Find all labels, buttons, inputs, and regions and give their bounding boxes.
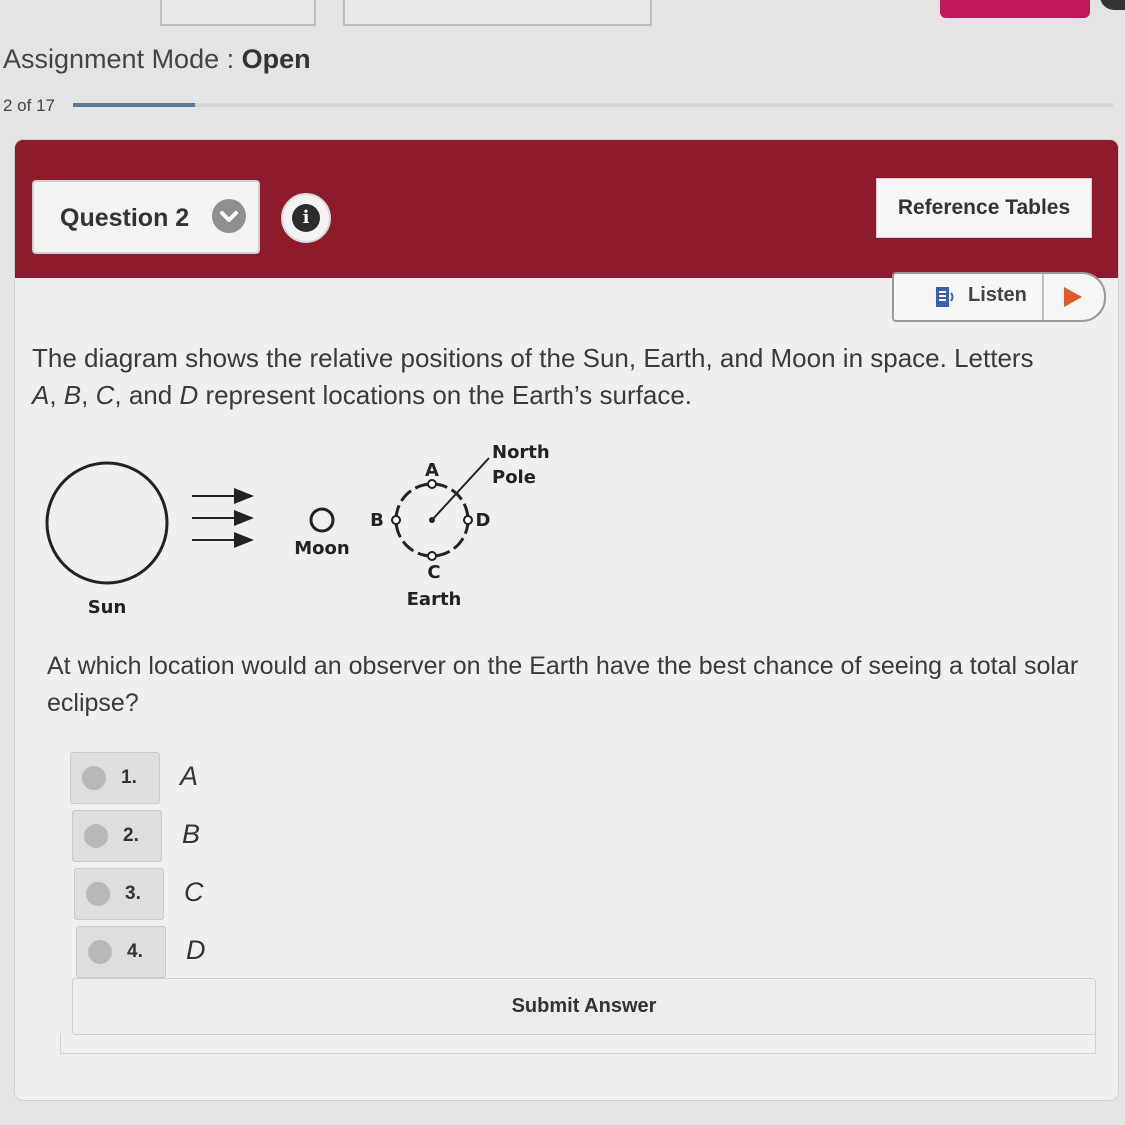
- speaker-icon: [934, 286, 958, 308]
- question-selector[interactable]: [32, 180, 260, 254]
- earth-label: Earth: [406, 589, 462, 610]
- pole-label: Pole: [492, 467, 536, 488]
- answer-choice[interactable]: [76, 926, 376, 978]
- submit-answer-button[interactable]: Submit Answer: [72, 978, 1096, 1035]
- question-header: [15, 140, 1118, 278]
- listen-divider: [1042, 274, 1044, 320]
- location-a-label: A: [425, 460, 439, 481]
- choice-number-box[interactable]: [70, 752, 160, 804]
- location-d-label: D: [475, 510, 491, 531]
- top-tab[interactable]: [160, 0, 316, 26]
- moon-circle: [311, 509, 333, 531]
- location-b-label: B: [370, 510, 384, 531]
- answer-choice[interactable]: [74, 868, 374, 920]
- top-action-button[interactable]: [940, 0, 1090, 18]
- choice-number: 4.: [127, 941, 143, 962]
- sun-label: Sun: [87, 597, 127, 618]
- moon-label: Moon: [294, 538, 350, 559]
- radio-button[interactable]: [86, 882, 110, 906]
- answer-choice[interactable]: [72, 810, 372, 862]
- radio-button[interactable]: [84, 824, 108, 848]
- radio-button[interactable]: [82, 766, 106, 790]
- listen-label: Listen: [968, 284, 1027, 306]
- stem-letter-c: C: [95, 380, 115, 410]
- progress-text: 2 of 17: [3, 96, 55, 115]
- top-tab[interactable]: [343, 0, 652, 26]
- sun-circle: [47, 463, 167, 583]
- question-label: Question 2: [60, 204, 190, 232]
- progress-bar: [73, 103, 1113, 107]
- top-corner-element: [1100, 0, 1125, 10]
- top-navigation-bar: [0, 0, 1125, 28]
- progress-bar-fill: [73, 103, 195, 107]
- answer-choice[interactable]: [70, 752, 370, 804]
- play-icon[interactable]: [1064, 287, 1082, 307]
- chevron-down-icon[interactable]: [212, 199, 246, 233]
- choice-value: B: [182, 819, 201, 849]
- choice-number-box[interactable]: [72, 810, 162, 862]
- sun-earth-moon-diagram: [37, 430, 597, 630]
- location-c-dot: [428, 552, 436, 560]
- assignment-mode-label: Assignment Mode :: [3, 44, 235, 74]
- location-c-label: C: [427, 562, 441, 583]
- location-b-dot: [392, 516, 400, 524]
- assignment-mode: [3, 44, 311, 75]
- location-a-dot: [428, 480, 436, 488]
- choice-number-box[interactable]: [74, 868, 164, 920]
- choice-number: 3.: [125, 883, 141, 904]
- question-text: At which location would an observer on the Earth have the best chance of seeing a total solar eclipse?: [47, 652, 1079, 717]
- reference-tables-button[interactable]: Reference Tables: [876, 178, 1092, 238]
- listen-button[interactable]: [892, 272, 1106, 322]
- info-icon[interactable]: i: [281, 193, 331, 243]
- choice-number: 2.: [123, 825, 139, 846]
- stem-text: The diagram shows the relative positions of the Sun, Earth, and Moon in space. Letters: [32, 343, 1034, 373]
- radio-button[interactable]: [88, 940, 112, 964]
- choice-value: C: [184, 877, 204, 907]
- stem-letter-a: A: [32, 380, 50, 410]
- choice-number-box[interactable]: [76, 926, 166, 978]
- choice-number: 1.: [121, 767, 137, 788]
- stem-letter-d: D: [179, 380, 199, 410]
- question-stem: The diagram shows the relative positions of the Sun, Earth, and Moon in space. Letters A, B, C, and D represent locations on the Earth’s surface.: [32, 343, 1034, 410]
- stem-letter-b: B: [63, 380, 82, 410]
- choice-value: A: [180, 761, 199, 791]
- choice-value: D: [186, 935, 206, 965]
- assignment-mode-value: Open: [241, 44, 311, 74]
- location-d-dot: [464, 516, 472, 524]
- submit-area-border: [60, 1033, 1096, 1054]
- question-panel: [15, 140, 1118, 1100]
- north-label: North: [492, 442, 550, 463]
